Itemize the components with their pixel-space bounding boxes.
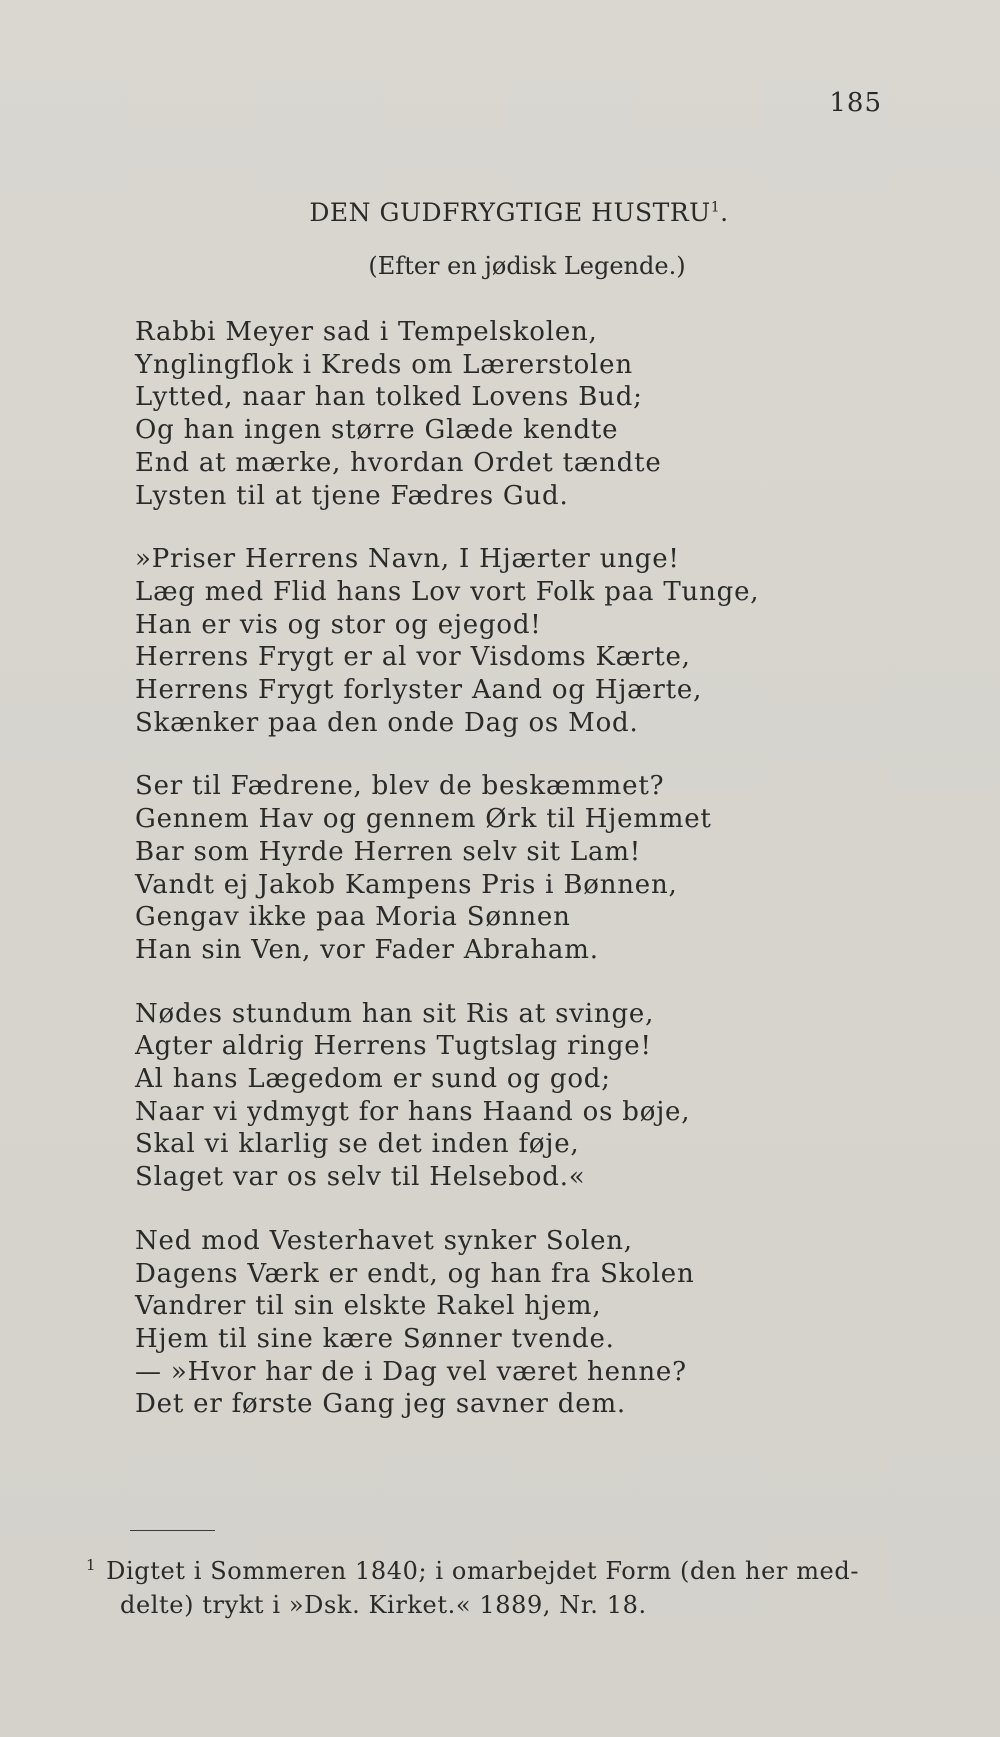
poem-body [135,316,815,1452]
poem-line: Nødes stundum han sit Ris at svinge, [135,998,655,1029]
poem-line: Herrens Frygt forlyster Aand og Hjærte, [135,675,703,706]
poem-line: End at mærke, hvordan Ordet tændte [135,447,662,478]
poem-line: Han er vis og stor og ejegod! [135,609,542,640]
poem-line: Ynglingflok i Kreds om Lærerstolen [135,349,633,380]
poem-line: Gengav ikke paa Moria Sønnen [135,902,571,933]
poem-title [0,198,1000,227]
poem-line: Skal vi klarlig se det inden føje, [135,1129,580,1160]
footnote-text: Digtet i Sommeren 1840; i omarbejdet Form (den her med- [106,1557,860,1585]
poem-line: Det er første Gang jeg savner dem. [135,1389,626,1420]
stanza [135,998,815,1194]
stanza [135,770,815,966]
footnote-line [86,1548,886,1588]
poem-line: Bar som Hyrde Herren selv sit Lam! [135,836,642,867]
poem-line: Skænker paa den onde Dag os Mod. [135,707,639,738]
poem-line: Og han ingen større Glæde kendte [135,415,619,446]
poem-title-end: . [720,198,729,227]
poem-line: Ser til Fædrene, blev de beskæmmet? [135,771,665,802]
poem-line: Lytted, naar han tolked Lovens Bud; [135,382,643,413]
poem-line: Læg med Flid hans Lov vort Folk paa Tunge, [135,576,760,607]
footnote-divider [130,1530,215,1531]
title-footnote-marker: 1 [710,199,721,216]
footnote-marker: 1 [86,1556,97,1574]
stanza [135,316,815,512]
poem-title-text: DEN GUDFRYGTIGE HUSTRU [309,198,711,227]
poem-line: Naar vi ydmygt for hans Haand os bøje, [135,1096,691,1127]
poem-subtitle: (Efter en jødisk Legende.) [368,252,686,280]
poem-line: Lysten til at tjene Fædres Gud. [135,480,569,511]
poem-line: Han sin Ven, vor Fader Abraham. [135,934,599,965]
stanza [135,1225,815,1421]
poem-line: Hjem til sine kære Sønner tvende. [135,1323,615,1354]
poem-line: Slaget var os selv til Helsebod.« [135,1162,586,1193]
stanza [135,543,815,739]
poem-line: Dagens Værk er endt, og han fra Skolen [135,1258,695,1289]
poem-line: Agter aldrig Herrens Tugtslag ringe! [135,1031,652,1062]
footnote-line: delte) trykt i »Dsk. Kirket.« 1889, Nr. 18. [120,1591,647,1619]
poem-line: Rabbi Meyer sad i Tempelskolen, [135,317,598,347]
footnote [86,1548,886,1622]
poem-line: Gennem Hav og gennem Ørk til Hjemmet [135,804,712,835]
poem-line: Al hans Lægedom er sund og god; [135,1064,611,1095]
poem-line: — »Hvor har de i Dag vel været henne? [135,1356,687,1387]
poem-line: »Priser Herrens Navn, I Hjærter unge! [135,544,680,575]
poem-line: Ned mod Vesterhavet synker Solen, [135,1225,633,1256]
poem-line: Vandt ej Jakob Kampens Pris i Bønnen, [135,869,678,900]
page-number: 185 [829,88,882,118]
poem-line: Herrens Frygt er al vor Visdoms Kærte, [135,642,691,673]
poem-line: Vandrer til sin elskte Rakel hjem, [135,1291,602,1322]
